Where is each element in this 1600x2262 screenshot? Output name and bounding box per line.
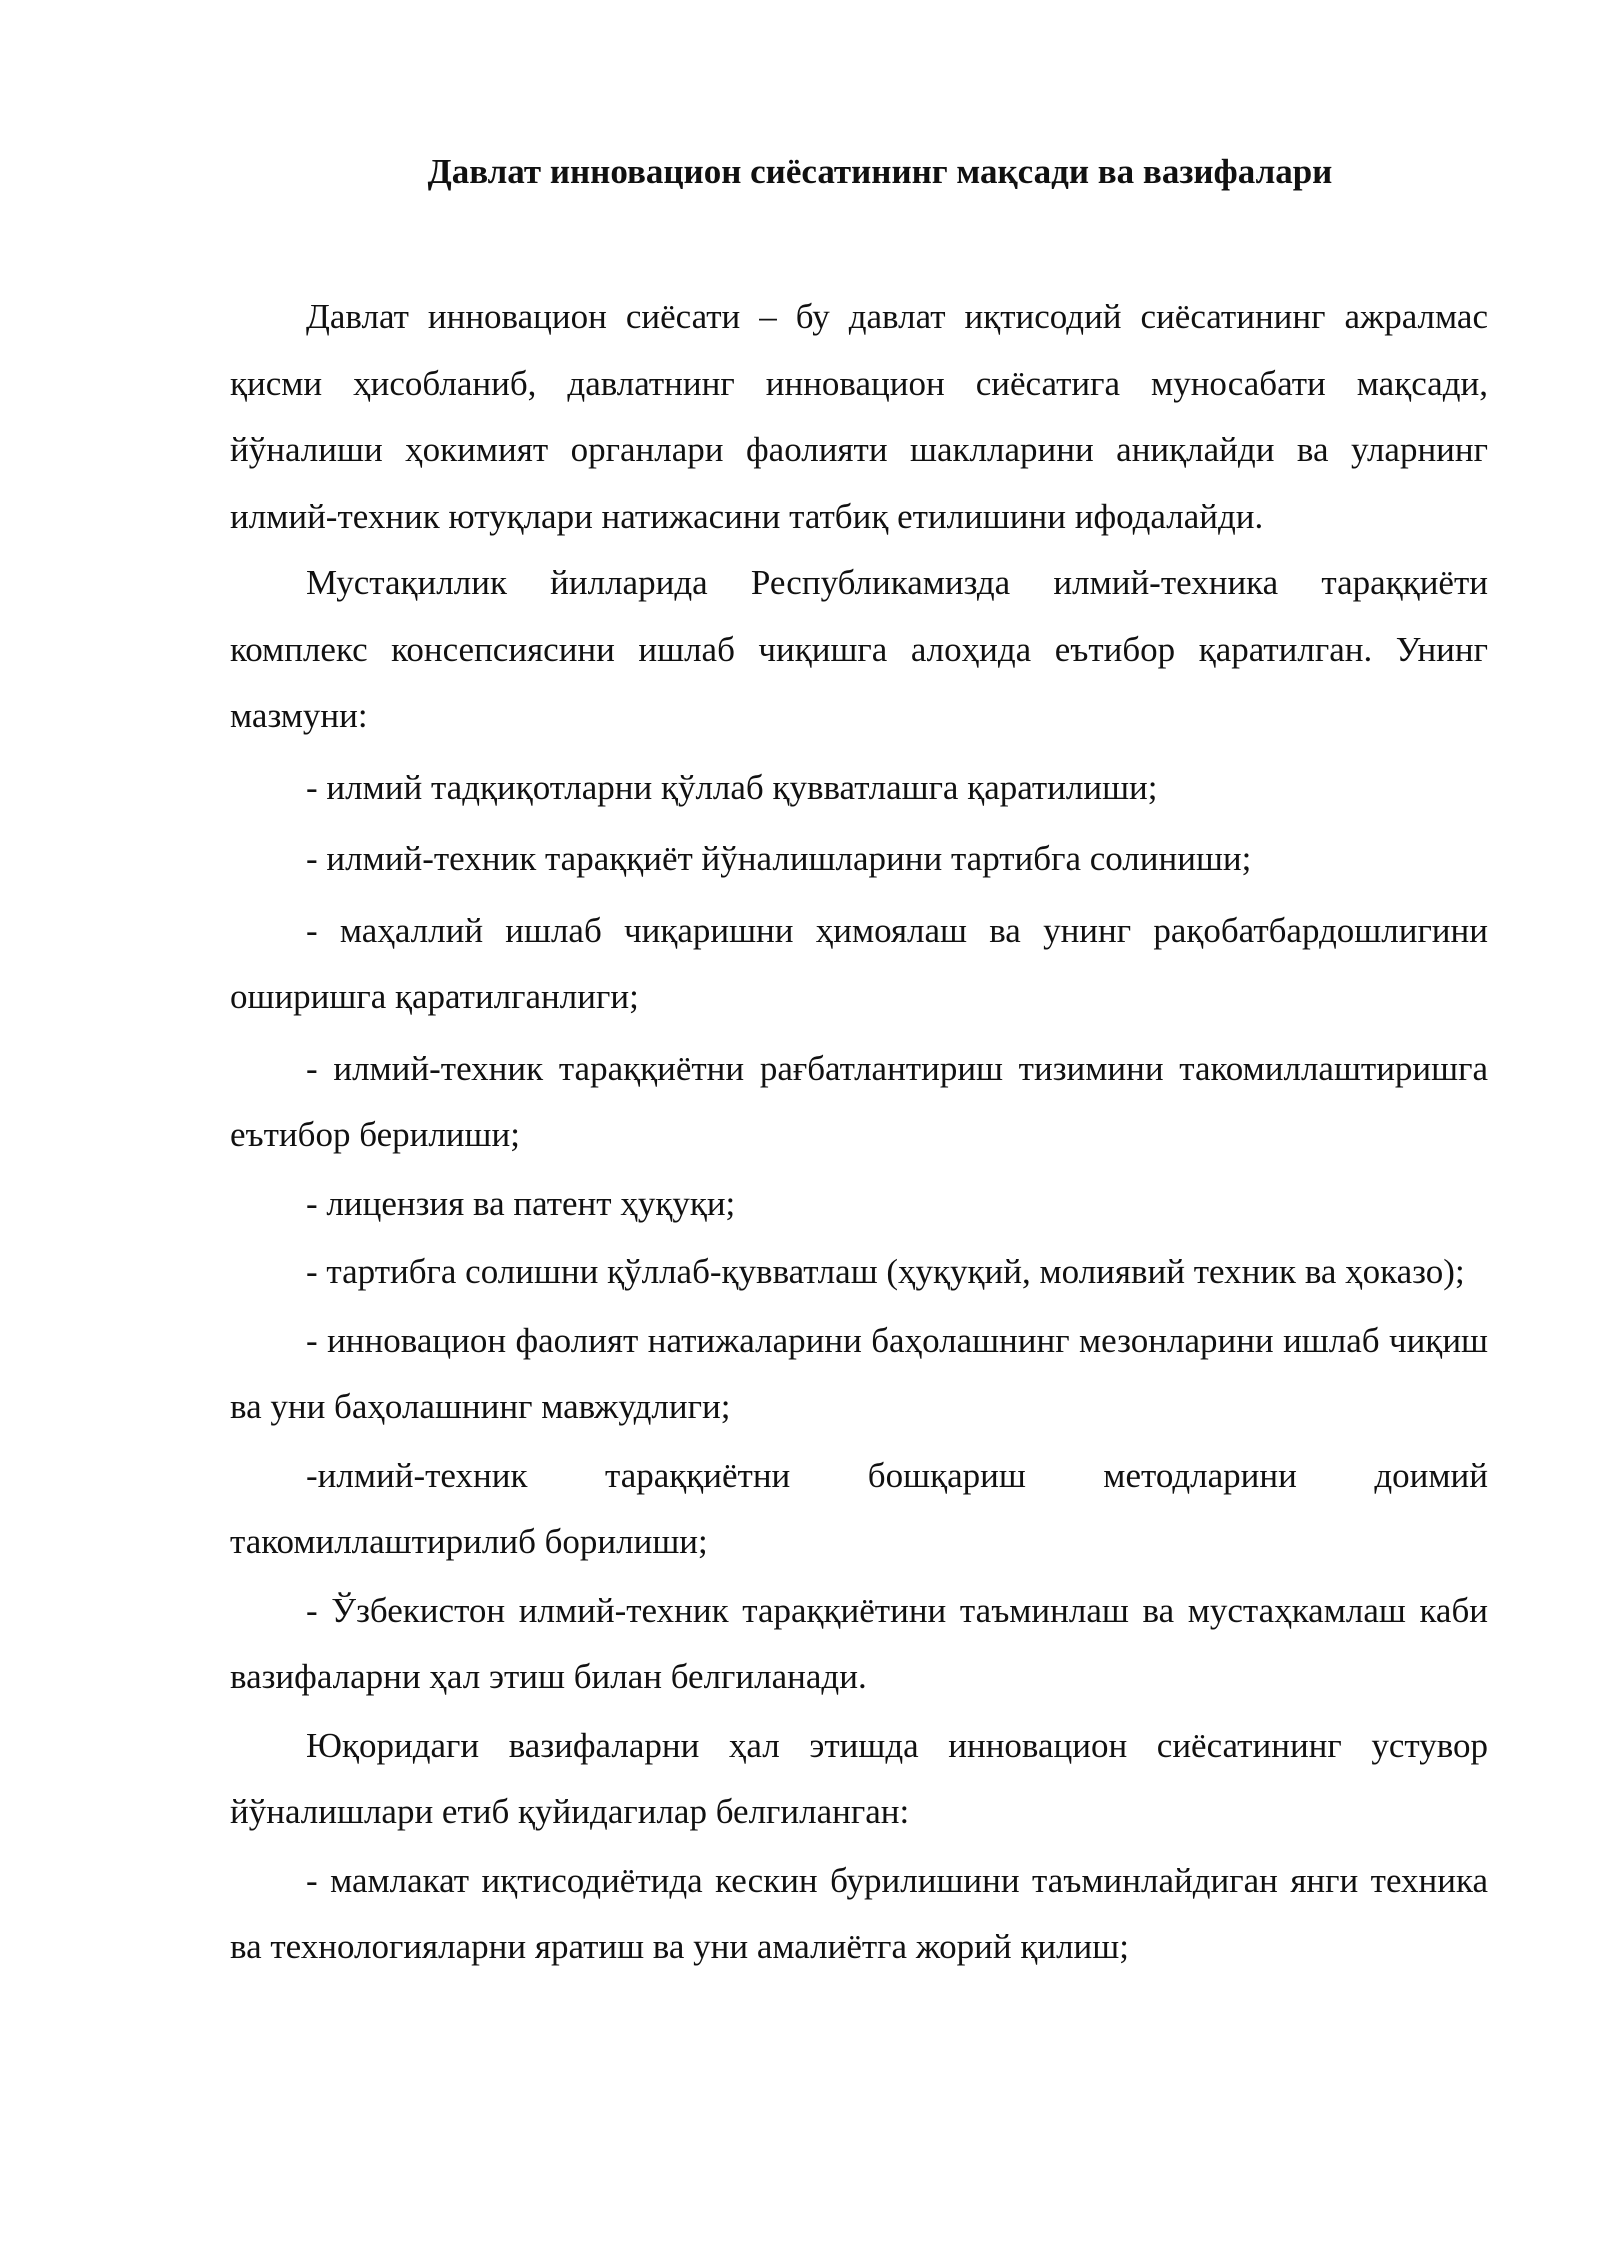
list-item: - тартибга солишни қўллаб-қувватлаш (ҳуқуқий, молиявий техник ва ҳоказо); xyxy=(306,1252,1465,1291)
list-item: - илмий тадқиқотларни қўллаб қувватлашга қаратилиши; xyxy=(306,767,1158,807)
list-item: -илмий-техник тараққиётни бошқариш методларини доимий такомиллаштирилиб борилиши; xyxy=(230,1455,1488,1561)
list-item: - илмий-техник тараққиёт йўналишларини тартибга солиниши; xyxy=(306,839,1252,878)
document-body xyxy=(230,284,1488,1981)
list-item: - Ўзбекистон илмий-техник тараққиётини таъминлаш ва мустаҳкамлаш каби вазифаларни ҳал этиш билан белгиланади. xyxy=(230,1590,1488,1696)
paragraph-intro: Давлат инновацион сиёсати – бу давлат иқтисодий сиёсатининг ажралмас қисми ҳисобланиб, давлатнинг инновацион сиёсатига муносабати мақсади, йўналиши ҳокимият органлари фаолияти шаклларини аниқлайди ва уларнинг илмий-техник ютуқлари натижасини татбиқ етилишини ифодалайди. xyxy=(230,297,1488,536)
paragraph-independence: Мустақиллик йилларида Республикамизда илмий-техника тараққиёти комплекс консепсиясини ишлаб чиқишга алоҳида еътибор қаратилган. Унинг мазмуни: xyxy=(230,563,1488,735)
page-title: Давлат инновацион сиёсатининг мақсади ва вазифалари xyxy=(427,152,1333,191)
list-item: - илмий-техник тараққиётни рағбатлантириш тизимини такомиллаштиришга еътибор берилиши; xyxy=(230,1048,1488,1154)
list-item: - инновацион фаолият натижаларини баҳолашнинг мезонларини ишлаб чиқиш ва уни баҳолашнинг мавжудлиги; xyxy=(230,1320,1488,1426)
list-item: - маҳаллий ишлаб чиқаришни ҳимоялаш ва унинг рақобатбардошлигини оширишга қаратилганлиги; xyxy=(230,910,1488,1016)
list-item: - мамлакат иқтисодиётида кескин бурилишини таъминлайдиган янги техника ва технологияларни яратиш ва уни амалиётга жорий қилиш; xyxy=(230,1860,1488,1966)
paragraph-priorities: Юқоридаги вазифаларни ҳал этишда инновацион сиёсатининг устувор йўналишлари етиб қуйидагилар белгиланган: xyxy=(230,1725,1488,1831)
list-item: - лицензия ва патент ҳуқуқи; xyxy=(306,1183,736,1223)
